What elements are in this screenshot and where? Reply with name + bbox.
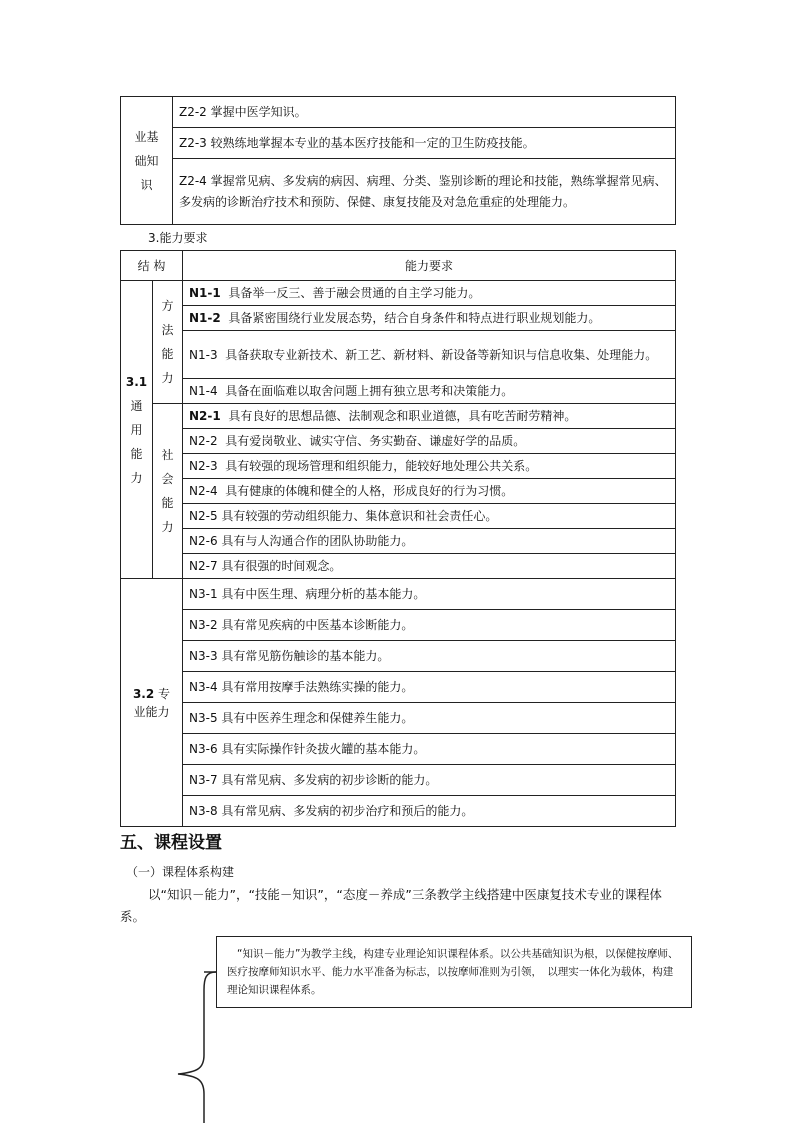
professional-ability-label <box>121 579 183 827</box>
item-text: 具有中医生理、病理分析的基本能力。 <box>221 587 426 601</box>
table-row <box>121 579 676 610</box>
ability-item <box>183 672 676 703</box>
item-text: 具有健康的体魄和健全的人格，形成良好的行为习惯。 <box>225 484 514 498</box>
item-text: 具有常见疾病的中医基本诊断能力。 <box>221 618 414 632</box>
ability-item <box>183 554 676 579</box>
item-code: N3-6 <box>189 742 218 756</box>
label-char: 能 <box>130 446 143 461</box>
professional-label-line1 <box>127 685 176 703</box>
label-char: 专 <box>158 686 171 701</box>
header-requirement: 能力要求 <box>183 251 676 281</box>
item-code: N2-4 <box>189 484 218 498</box>
table-header-row <box>121 251 676 281</box>
table-row <box>121 529 676 554</box>
label-char: 力 <box>161 371 174 385</box>
item-text: 具有常见筋伤触诊的基本能力。 <box>221 649 390 663</box>
item-code: N1-4 <box>189 384 218 398</box>
table-row <box>121 672 676 703</box>
item-text: 具有与人沟通合作的团队协助能力。 <box>221 534 414 548</box>
table-row <box>121 610 676 641</box>
knowledge-item: Z2-3 较熟练地掌握本专业的基本医疗技能和一定的卫生防疫技能。 <box>173 128 676 159</box>
ability-table <box>120 250 676 827</box>
ability-item <box>183 765 676 796</box>
category-line: 识 <box>140 177 153 192</box>
ability-item <box>183 529 676 554</box>
label-char: 力 <box>130 470 143 485</box>
ability-item <box>183 429 676 454</box>
item-code: N3-1 <box>189 587 218 601</box>
table-row <box>121 765 676 796</box>
knowledge-item: Z2-2 掌握中医学知识。 <box>173 97 676 128</box>
item-text: 具有中医养生理念和保健养生能力。 <box>221 711 414 725</box>
item-code: N2-5 <box>189 509 218 523</box>
item-code: N2-7 <box>189 559 218 573</box>
item-text: 具有很强的时间观念。 <box>221 559 342 573</box>
section-3-title: 3.能力要求 <box>148 231 208 245</box>
table-row <box>121 306 676 331</box>
item-code: N2-6 <box>189 534 218 548</box>
ability-item <box>183 306 676 331</box>
table-row <box>121 554 676 579</box>
table-row <box>121 796 676 827</box>
label-char: 力 <box>161 520 174 534</box>
ability-item <box>183 641 676 672</box>
knowledge-item: Z2-4 掌握常见病、多发病的病因、病理、分类、鉴别诊断的理论和技能，熟练掌握常见病、多发病的诊断治疗技术和预防、保健、康复技能及对急危重症的处理能力。 <box>173 159 676 225</box>
table-row <box>121 429 676 454</box>
ability-item <box>183 796 676 827</box>
item-text: 具有良好的思想品德、法制观念和职业道德，具有吃苦耐劳精神。 <box>228 409 577 423</box>
item-code: N3-2 <box>189 618 218 632</box>
table-row <box>121 504 676 529</box>
table-row <box>121 128 676 159</box>
item-text: 具备紧密围绕行业发展态势，结合自身条件和特点进行职业规划能力。 <box>228 311 601 325</box>
table-row <box>121 404 676 429</box>
header-structure: 结 构 <box>121 251 183 281</box>
label-char: 方 <box>161 299 174 313</box>
item-code: N3-4 <box>189 680 218 694</box>
table-row <box>121 703 676 734</box>
table-row <box>121 159 676 225</box>
table-row <box>121 454 676 479</box>
item-code: N3-7 <box>189 773 218 787</box>
item-text: 具有爱岗敬业、诚实守信、务实勤奋、谦虚好学的品质。 <box>225 434 526 448</box>
item-code: N3-3 <box>189 649 218 663</box>
knowledge-category-label <box>121 97 173 225</box>
item-text: 具有常见病、多发病的初步治疗和预后的能力。 <box>221 804 474 818</box>
table-row <box>121 479 676 504</box>
category-line: 业基 <box>134 129 159 144</box>
item-text: 具备举一反三、善于融会贯通的自主学习能力。 <box>228 286 481 300</box>
method-ability-label <box>153 281 183 404</box>
item-text: 具备获取专业新技术、新工艺、新材料、新设备等新知识与信息收集、处理能力。 <box>225 347 658 362</box>
item-code: N2-2 <box>189 434 218 448</box>
item-code: N2-1 <box>189 409 221 423</box>
table-row <box>121 641 676 672</box>
ability-item <box>183 734 676 765</box>
item-code: N3-8 <box>189 804 218 818</box>
ability-item <box>183 454 676 479</box>
table-row <box>121 379 676 404</box>
professional-label-line2: 业能力 <box>133 704 170 719</box>
item-text: 具有实际操作针灸拔火罐的基本能力。 <box>221 742 426 756</box>
item-text: 具备在面临难以取舍问题上拥有独立思考和决策能力。 <box>225 384 514 398</box>
item-text: 具有常用按摩手法熟练实操的能力。 <box>221 680 414 694</box>
ability-item <box>183 610 676 641</box>
item-text: 具有常见病、多发病的初步诊断的能力。 <box>221 773 438 787</box>
ability-item <box>183 479 676 504</box>
ability-item <box>183 379 676 404</box>
label-char: 通 <box>130 398 143 413</box>
item-text: 具有较强的劳动组织能力、集体意识和社会责任心。 <box>221 509 498 523</box>
item-code: N3-5 <box>189 711 218 725</box>
item-code: N1-2 <box>189 311 221 325</box>
item-code: N1-1 <box>189 286 221 300</box>
item-text: 具有较强的现场管理和组织能力，能较好地处理公共关系。 <box>225 459 538 473</box>
label-char: 会 <box>161 472 174 486</box>
label-char: 法 <box>161 323 174 337</box>
social-ability-label <box>153 404 183 579</box>
ability-item <box>183 504 676 529</box>
label-char: 社 <box>161 448 174 462</box>
ability-item <box>183 404 676 429</box>
item-code: N1-3 <box>189 347 218 362</box>
subsection-1-title: （一）课程体系构建 <box>126 865 235 879</box>
professional-ability-code: 3.2 <box>132 686 155 701</box>
section-5-title: 五、课程设置 <box>120 833 222 853</box>
label-char: 能 <box>161 496 174 510</box>
table-row <box>121 97 676 128</box>
item-code: N2-3 <box>189 459 218 473</box>
curriculum-box: “知识－能力”为教学主线，构建专业理论知识课程体系。以公共基础知识为根，以保健按摩师、医疗按摩师知识水平、能力水平准备为标志，以按摩师准则为引领， 以理实一体化为载体，构建理论知识课程体系。 <box>216 936 692 1008</box>
ability-item <box>183 281 676 306</box>
curly-brace-icon <box>168 960 224 1123</box>
intro-paragraph: 以“知识－能力”，“技能－知识”，“态度－养成”三条教学主线搭建中医康复技术专业的课程体系。 <box>120 887 662 924</box>
ability-item <box>183 579 676 610</box>
general-ability-code: 3.1 <box>125 374 148 389</box>
table-row <box>121 281 676 306</box>
table-row <box>121 331 676 379</box>
label-char: 能 <box>161 347 174 361</box>
knowledge-table <box>120 96 676 225</box>
table-row <box>121 734 676 765</box>
ability-item <box>183 703 676 734</box>
ability-item <box>183 331 676 379</box>
category-line: 础知 <box>134 153 159 168</box>
general-ability-label <box>121 281 153 579</box>
label-char: 用 <box>130 422 143 437</box>
